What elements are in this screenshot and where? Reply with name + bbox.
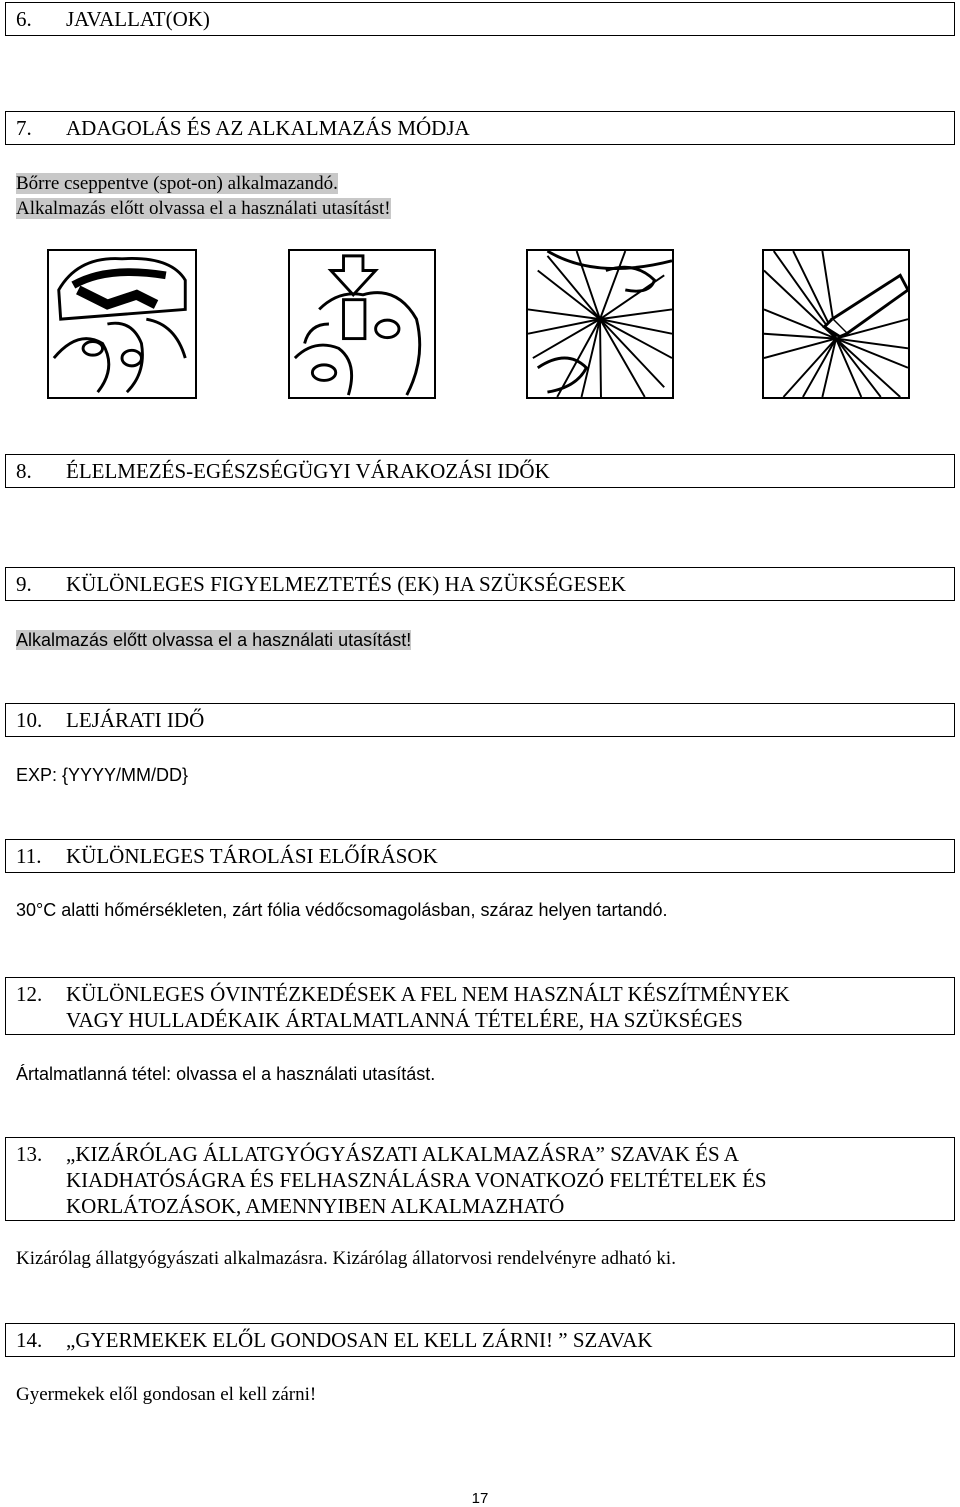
expiry-text: EXP: {YYYY/MM/DD} [16, 765, 189, 785]
section-number: 9. [16, 572, 32, 596]
section-title-line-1: KÜLÖNLEGES ÓVINTÉZKEDÉSEK A FEL NEM HASZNÁLT KÉSZÍTMÉNYEK [66, 982, 790, 1006]
pictogram-part-fur [526, 249, 674, 399]
section-7-header [5, 111, 955, 145]
section-11-header [5, 839, 955, 873]
read-instructions-text: Alkalmazás előtt olvassa el a használati utasítást! [16, 198, 391, 219]
section-number: 10. [16, 708, 43, 732]
pictogram-open-sachet [47, 249, 197, 399]
warning-text: Alkalmazás előtt olvassa el a használati utasítást! [16, 630, 412, 650]
section-number: 8. [16, 459, 32, 483]
section-12-header [5, 977, 955, 1035]
section-title-line-1: „KIZÁRÓLAG ÁLLATGYÓGYÁSZATI ALKALMAZÁSRA” SZAVAK ÉS A [66, 1142, 739, 1166]
section-title: „GYERMEKEK ELŐL GONDOSAN EL KELL ZÁRNI! ” SZAVAK [66, 1328, 653, 1352]
veterinary-use-text: Kizárólag állatgyógyászati alkalmazásra. Kizárólag állatorvosi rendelvényre adható ki. [16, 1248, 676, 1269]
section-6-header [5, 2, 955, 36]
section-14-header [5, 1323, 955, 1357]
section-number: 12. [16, 982, 43, 1006]
section-title: ÉLELMEZÉS-EGÉSZSÉGÜGYI VÁRAKOZÁSI IDŐK [66, 459, 550, 483]
section-8-header [5, 454, 955, 488]
administration-text: Bőrre cseppentve (spot-on) alkalmazandó. [16, 173, 338, 194]
section-title-line-3: KORLÁTOZÁSOK, AMENNYIBEN ALKALMAZHATÓ [66, 1194, 565, 1218]
page-number: 17 [471, 1490, 489, 1507]
section-number: 11. [16, 844, 42, 868]
pictogram-pipette-tip [288, 249, 436, 399]
section-title: LEJÁRATI IDŐ [66, 708, 205, 732]
section-number: 6. [16, 7, 32, 31]
section-10-header [5, 703, 955, 737]
section-13-header [5, 1137, 955, 1221]
section-title: KÜLÖNLEGES FIGYELMEZTETÉS (EK) HA SZÜKSÉGESEK [66, 572, 626, 596]
section-title-line-2: VAGY HULLADÉKAIK ÁRTALMATLANNÁ TÉTELÉRE, HA SZÜKSÉGES [66, 1008, 743, 1032]
pictogram-apply-on-skin [762, 249, 910, 399]
section-title-line-2: KIADHATÓSÁGRA ÉS FELHASZNÁLÁSRA VONATKOZÓ FELTÉTELEK ÉS [66, 1168, 767, 1192]
section-9-header [5, 567, 955, 601]
section-title: ADAGOLÁS ÉS AZ ALKALMAZÁS MÓDJA [66, 116, 470, 140]
children-warning-text: Gyermekek elől gondosan el kell zárni! [16, 1384, 317, 1405]
section-number: 7. [16, 116, 32, 140]
section-title: JAVALLAT(OK) [66, 7, 210, 31]
storage-text: 30°C alatti hőmérsékleten, zárt fólia védőcsomagolásban, száraz helyen tartandó. [16, 900, 668, 920]
section-number: 14. [16, 1328, 43, 1352]
section-title: KÜLÖNLEGES TÁROLÁSI ELŐÍRÁSOK [66, 844, 438, 868]
disposal-text: Ártalmatlanná tétel: olvassa el a használati utasítást. [16, 1064, 436, 1084]
section-number: 13. [16, 1142, 43, 1166]
